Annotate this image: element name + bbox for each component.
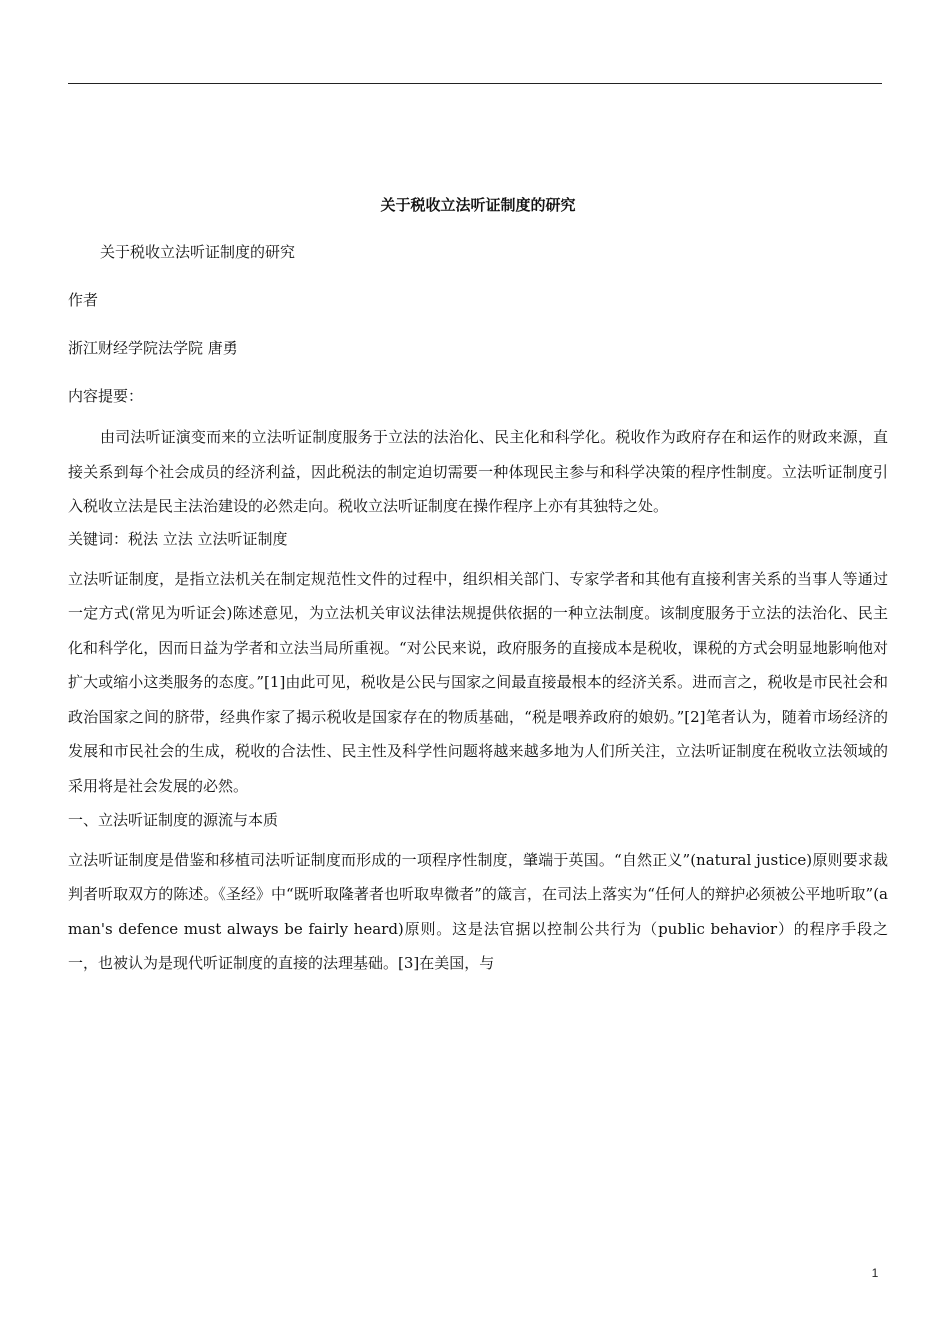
author-affiliation: 浙江财经学院法学院 唐勇 (68, 339, 238, 357)
intro-paragraph: 立法听证制度，是指立法机关在制定规范性文件的过程中，组织相关部门、专家学者和其他有直接利害关系的当事人等通过一定方式(常见为听证会)陈述意见，为立法机关审议法律法规提供依据的一种立法制度。该制度服务于立法的法治化、民主化和科学化，因而日益为学者和立法当局所重视。“对公民来说，政府服务的直接成本是税收，课税的方式会明显地影响他对扩大或缩小这类服务的态度。”[1]由此可见，税收是公民与国家之间最直接最根本的经济关系。进而言之，税收是市民社会和政治国家之间的脐带，经典作家了揭示税收是国家存在的物质基础，“税是喂养政府的娘奶。”[2]笔者认为，随着市场经济的发展和市民社会的生成，税收的合法性、民主性及科学性问题将越来越多地为人们所关注，立法听证制度在税收立法领域的采用将是社会发展的必然。 (68, 569, 888, 795)
document-title: 关于税收立法听证制度的研究 (380, 196, 576, 214)
keywords-line: 关键词：税法 立法 立法听证制度 (68, 529, 288, 548)
abstract-label: 内容提要： (68, 387, 144, 405)
page-number: 1 (871, 1266, 879, 1280)
document-subtitle: 关于税收立法听证制度的研究 (100, 243, 296, 261)
author-label: 作者 (68, 291, 99, 309)
abstract-paragraph: 由司法听证演变而来的立法听证制度服务于立法的法治化、民主化和科学化。税收作为政府存在和运作的财政来源，直接关系到每个社会成员的经济利益，因此税法的制定迫切需要一种体现民主参与和科学决策的程序性制度。立法听证制度引入税收立法是民主法治建设的必然走向。税收立法听证制度在操作程序上亦有其独特之处。 (68, 428, 888, 515)
document-body (68, 190, 888, 980)
header-rule (68, 83, 882, 84)
section-heading: 一、立法听证制度的源流与本质 (68, 811, 279, 829)
section-paragraph: 立法听证制度是借鉴和移植司法听证制度而形成的一项程序性制度，肇端于英国。“自然正义”(natural justice)原则要求裁判者听取双方的陈述。《圣经》中“既听取隆著者也听取卑微者”的箴言，在司法上落实为“任何人的辩护必须被公平地听取”(a man's defence must always be fairly heard)原则。这是法官据以控制公共行为（public behavior）的程序手段之一，也被认为是现代听证制度的直接的法理基础。[3]在美国，与 (68, 851, 888, 972)
